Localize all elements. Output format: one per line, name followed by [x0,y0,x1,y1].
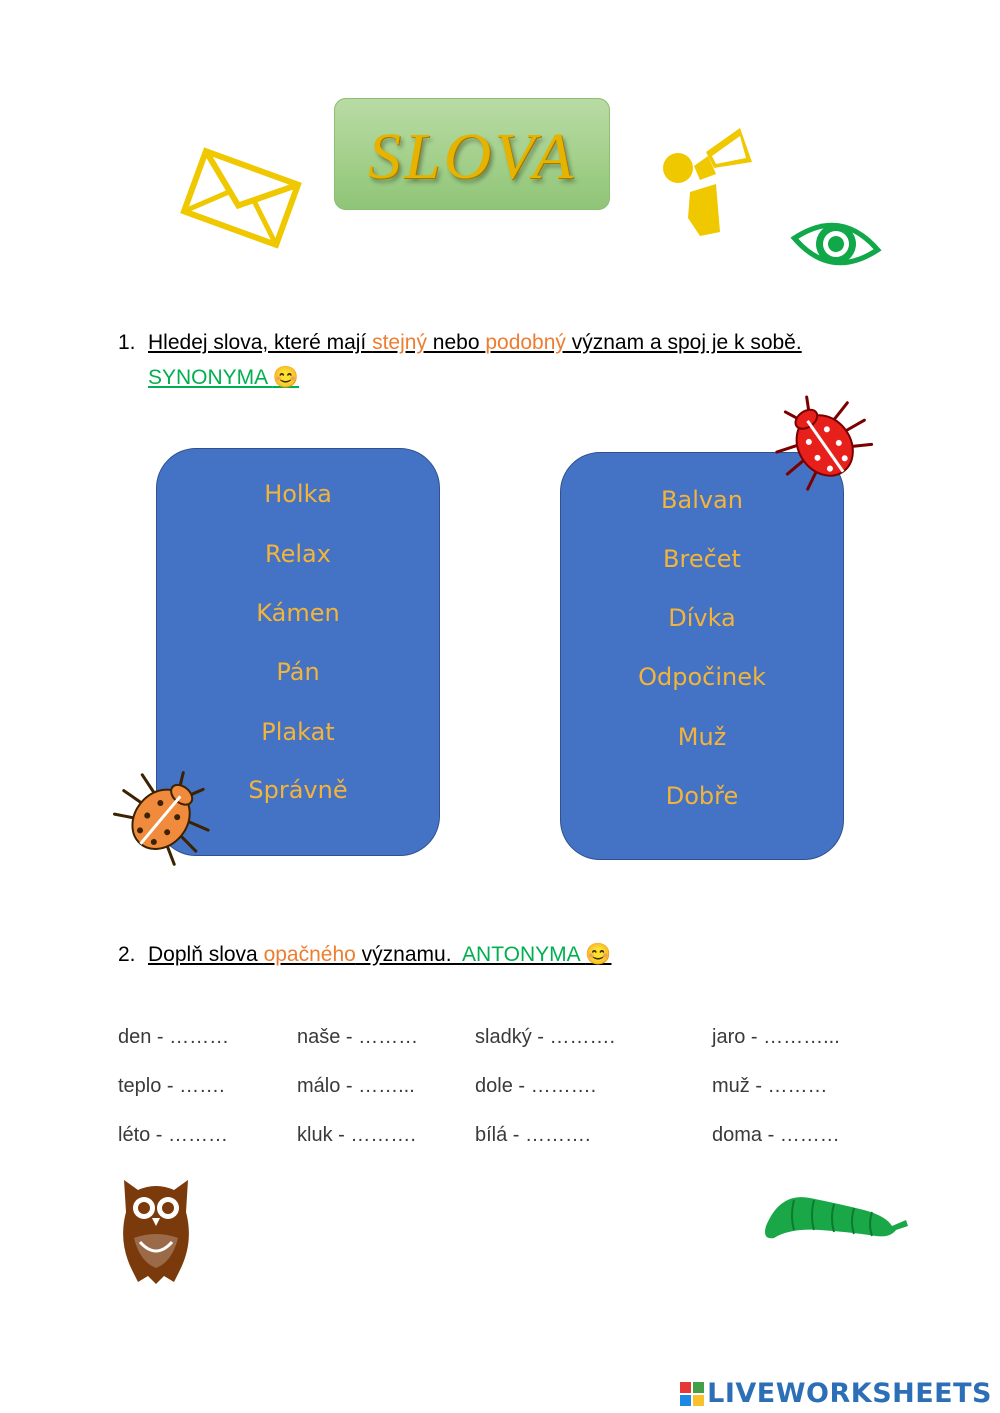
task-1-text-c: význam a spoj je k sobě. [565,331,802,354]
task-2-highlight-opposite: opačného [263,943,356,966]
task-2-text-a: Doplň slova [148,943,264,966]
antonym-item[interactable]: teplo - ……. [118,1075,225,1097]
title-banner [334,98,610,210]
antonym-item[interactable]: málo - ……... [297,1075,415,1097]
task-2-instruction [118,938,612,972]
ladybug-icon [770,390,876,496]
right-word-box [560,452,844,860]
antonym-item[interactable]: sladký - ………. [475,1026,616,1048]
left-word[interactable]: Kámen [256,599,340,627]
right-word[interactable]: Odpočinek [638,663,766,691]
left-word[interactable]: Relax [265,540,331,568]
left-word[interactable]: Pán [276,658,320,686]
antonym-item[interactable]: dole - ………. [475,1075,597,1097]
right-word[interactable]: Dobře [665,782,739,810]
antonym-item[interactable]: jaro - ………... [712,1026,840,1048]
left-word[interactable]: Plakat [261,718,335,746]
antonym-item[interactable]: naše - ……… [297,1026,419,1048]
right-word[interactable]: Muž [677,723,727,751]
right-word[interactable]: Balvan [661,486,743,514]
caterpillar-icon [760,1186,912,1248]
ladybug-icon [108,764,218,870]
antonyma-label: ANTONYMA [462,943,580,966]
megaphone-person-icon [660,122,756,242]
task-1-highlight-same: stejný [372,331,427,354]
smiley-emoji: 😊 [272,366,300,389]
logo-mark [680,1382,704,1406]
task-1-tag-line [148,361,299,395]
left-word[interactable]: Správně [248,776,348,804]
antonym-item[interactable]: muž - ……… [712,1075,828,1097]
task-2-number: 2. [118,943,136,966]
page-title: SLOVA [367,120,577,193]
envelope-icon [178,146,304,250]
antonym-item[interactable]: den - ……… [118,1026,230,1048]
antonym-item[interactable]: léto - ……… [118,1124,229,1146]
antonym-item[interactable]: bílá - ………. [475,1124,591,1146]
liveworksheets-logo [680,1378,992,1409]
antonym-item[interactable]: kluk - ………. [297,1124,416,1146]
task-1-number: 1. [118,331,136,354]
task-2-text-b: významu. [355,943,463,966]
owl-icon [116,1172,196,1290]
task-1-instruction [118,326,802,360]
antonym-item[interactable]: doma - ……… [712,1124,840,1146]
smiley-emoji: 😊 [585,943,612,966]
task-1-text-b: nebo [426,331,486,354]
right-word[interactable]: Dívka [668,604,736,632]
right-word[interactable]: Brečet [663,545,741,573]
task-1-text-a: Hledej slova, které mají [148,331,373,354]
synonyma-label: SYNONYMA [148,366,268,389]
logo-text: LIVEWORKSHEETS [707,1378,992,1409]
left-word[interactable]: Holka [264,480,332,508]
task-1-highlight-similar: podobný [485,331,566,354]
eye-icon [786,208,886,280]
